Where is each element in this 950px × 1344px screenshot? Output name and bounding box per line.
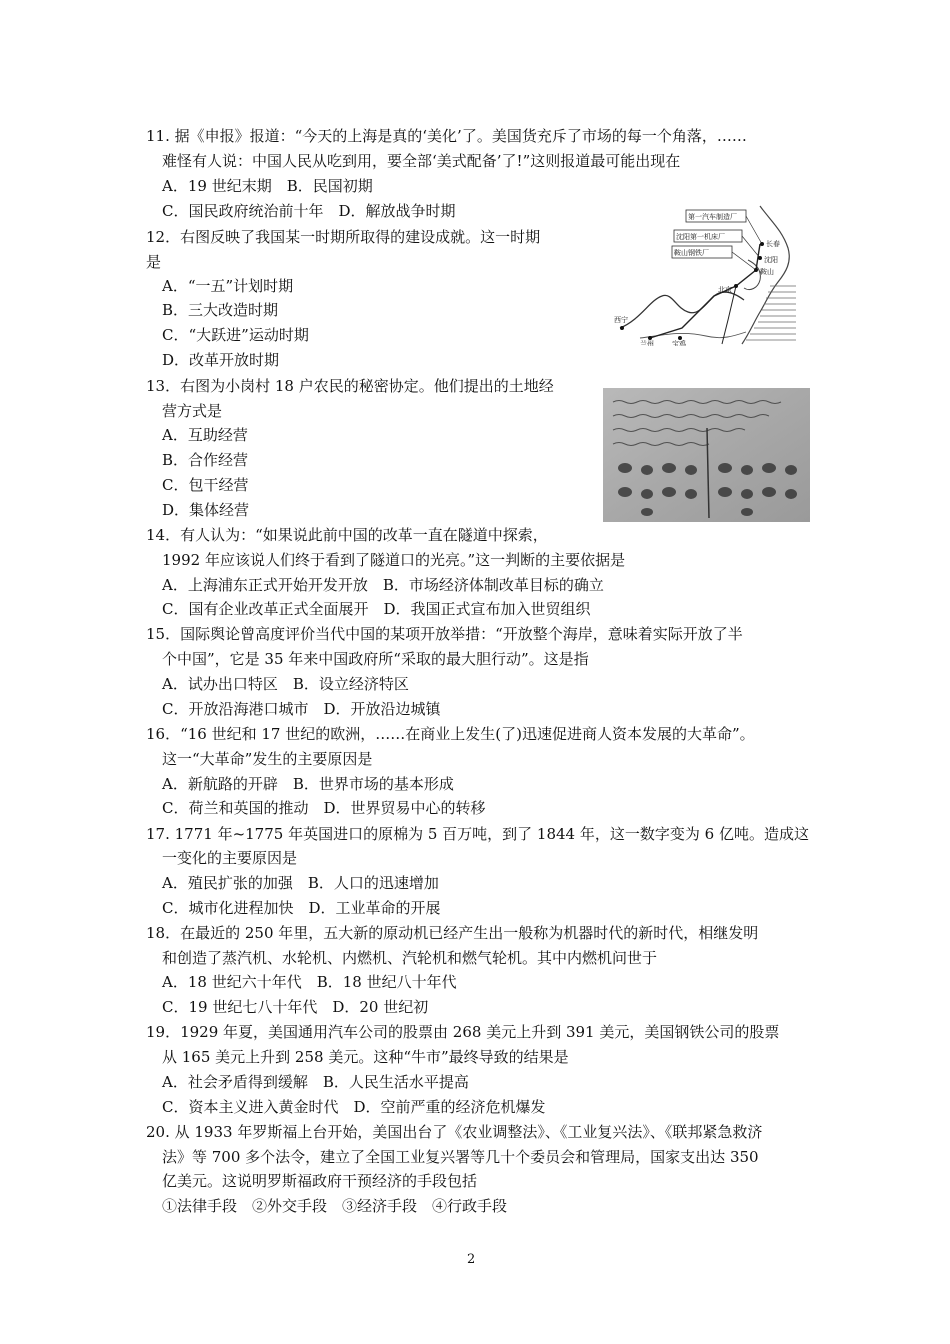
map-label-baoji: 宝鸡 bbox=[672, 340, 686, 346]
q19-options-1: A．社会矛盾得到缓解 B．人民生活水平提高 bbox=[162, 1073, 469, 1091]
q17-options-1: A．殖民扩张的加强 B．人口的迅速增加 bbox=[162, 874, 439, 892]
map-label-beijing: 北京 bbox=[718, 286, 732, 294]
q14-line-1: 14．有人认为：“如果说此前中国的改革一直在隧道中探索， bbox=[146, 526, 548, 544]
q15-line-1: 15．国际舆论曾高度评价当代中国的某项开放举措：“开放整个海岸，意味着实际开放了半 bbox=[146, 625, 743, 643]
map-label-lanzhou: 兰州 bbox=[640, 340, 654, 346]
construction-map-figure bbox=[610, 200, 796, 346]
q12-line-1: 12．右图反映了我国某一时期所取得的建设成就。这一时期 bbox=[146, 228, 541, 246]
map-label-anshan: 鞍山 bbox=[760, 268, 774, 276]
q20-line-2: 法》等 700 多个法令，建立了全国工业复兴署等几十个委员会和管理局，国家支出达 350 bbox=[162, 1148, 759, 1166]
q20-line-1: 20. 从 1933 年罗斯福上台开始，美国出台了《农业调整法》、《工业复兴法》、《联邦紧急救济 bbox=[146, 1123, 763, 1141]
q17-options-2: C．城市化进程加快 D．工业革命的开展 bbox=[162, 899, 441, 917]
q11-line-1: 11. 据《申报》报道：“今天的上海是真的‘美化’了。美国货充斥了市场的每一个角落，…… bbox=[146, 127, 747, 145]
q18-options-2: C．19 世纪七八十年代 D．20 世纪初 bbox=[162, 998, 429, 1016]
map-label-xining: 西宁 bbox=[614, 316, 628, 324]
q15-options-2: C．开放沿海港口城市 D．开放沿边城镇 bbox=[162, 700, 441, 718]
q14-options-2: C．国有企业改革正式全面展开 D．我国正式宣布加入世贸组织 bbox=[162, 600, 591, 618]
q13-option-d: D．集体经营 bbox=[162, 501, 250, 519]
q11-line-2: 难怪有人说：中国人民从吃到用，要全部‘美式配备’了!”这则报道最可能出现在 bbox=[162, 152, 681, 170]
map-label-machine-tool: 沈阳第一机床厂 bbox=[676, 233, 725, 241]
q12-option-a: A．“一五”计划时期 bbox=[162, 277, 294, 295]
q18-options-1: A．18 世纪六十年代 B．18 世纪八十年代 bbox=[162, 973, 457, 991]
q12-option-c: C．“大跃进”运动时期 bbox=[162, 326, 309, 344]
q18-line-2: 和创造了蒸汽机、水轮机、内燃机、汽轮机和燃气轮机。其中内燃机问世于 bbox=[162, 949, 658, 967]
q13-line-2: 营方式是 bbox=[162, 402, 223, 420]
q19-options-2: C．资本主义进入黄金时代 D．空前严重的经济危机爆发 bbox=[162, 1098, 546, 1116]
q19-line-1: 19．1929 年夏，美国通用汽车公司的股票由 268 美元上升到 391 美元，美国钢铁公司的股票 bbox=[146, 1023, 780, 1041]
q18-line-1: 18．在最近的 250 年里，五大新的原动机已经产生出一般称为机器时代的新时代，相继发明 bbox=[146, 924, 759, 942]
q12-option-d: D．改革开放时期 bbox=[162, 351, 280, 369]
q16-line-2: 这一“大革命”发生的主要原因是 bbox=[162, 750, 373, 768]
q13-option-c: C．包干经营 bbox=[162, 476, 249, 494]
q11-options-1: A．19 世纪末期 B．民国初期 bbox=[162, 177, 373, 195]
map-label-changchun: 长春 bbox=[766, 240, 780, 248]
q13-line-1: 13．右图为小岗村 18 户农民的秘密协定。他们提出的土地经 bbox=[146, 377, 554, 395]
agreement-photo bbox=[603, 388, 810, 522]
q11-options-2: C．国民政府统治前十年 D．解放战争时期 bbox=[162, 202, 456, 220]
q12-option-b: B．三大改造时期 bbox=[162, 301, 279, 319]
q16-options-2: C．荷兰和英国的推动 D．世界贸易中心的转移 bbox=[162, 799, 486, 817]
q14-options-1: A．上海浦东正式开始开发开放 B．市场经济体制改革目标的确立 bbox=[162, 576, 604, 594]
q16-options-1: A．新航路的开辟 B．世界市场的基本形成 bbox=[162, 775, 454, 793]
q20-line-3: 亿美元。这说明罗斯福政府干预经济的手段包括 bbox=[162, 1172, 478, 1190]
q15-options-1: A．试办出口特区 B．设立经济特区 bbox=[162, 675, 409, 693]
q13-option-a: A．互助经营 bbox=[162, 426, 248, 444]
q13-option-b: B．合作经营 bbox=[162, 451, 249, 469]
xiaogang-agreement-image bbox=[603, 388, 810, 522]
q19-line-2: 从 165 美元上升到 258 美元。这种“牛市”最终导致的结果是 bbox=[162, 1048, 569, 1066]
map-label-shenyang: 沈阳 bbox=[764, 256, 778, 264]
q16-line-1: 16．“16 世纪和 17 世纪的欧洲，……在商业上发生(了)迅速促进商人资本发展的大革命”。 bbox=[146, 725, 755, 743]
q20-options: ①法律手段 ②外交手段 ③经济手段 ④行政手段 bbox=[162, 1197, 508, 1215]
map-label-ansteel: 鞍山钢铁厂 bbox=[674, 249, 709, 257]
q17-line-1: 17. 1771 年~1775 年英国进口的原棉为 5 百万吨，到了 1844 年，这一数字变为 6 亿吨。造成这 bbox=[146, 825, 809, 843]
q14-line-2: 1992 年应该说人们终于看到了隧道口的光亮。”这一判断的主要依据是 bbox=[162, 551, 626, 569]
q12-line-2: 是 bbox=[146, 253, 162, 271]
map-label-faw: 第一汽车制造厂 bbox=[688, 213, 737, 221]
q15-line-2: 个中国”，它是 35 年来中国政府所“采取的最大胆行动”。这是指 bbox=[162, 650, 589, 668]
page-number: 2 bbox=[467, 1252, 476, 1267]
china-map-image bbox=[610, 200, 796, 346]
q17-line-2: 一变化的主要原因是 bbox=[162, 849, 298, 867]
